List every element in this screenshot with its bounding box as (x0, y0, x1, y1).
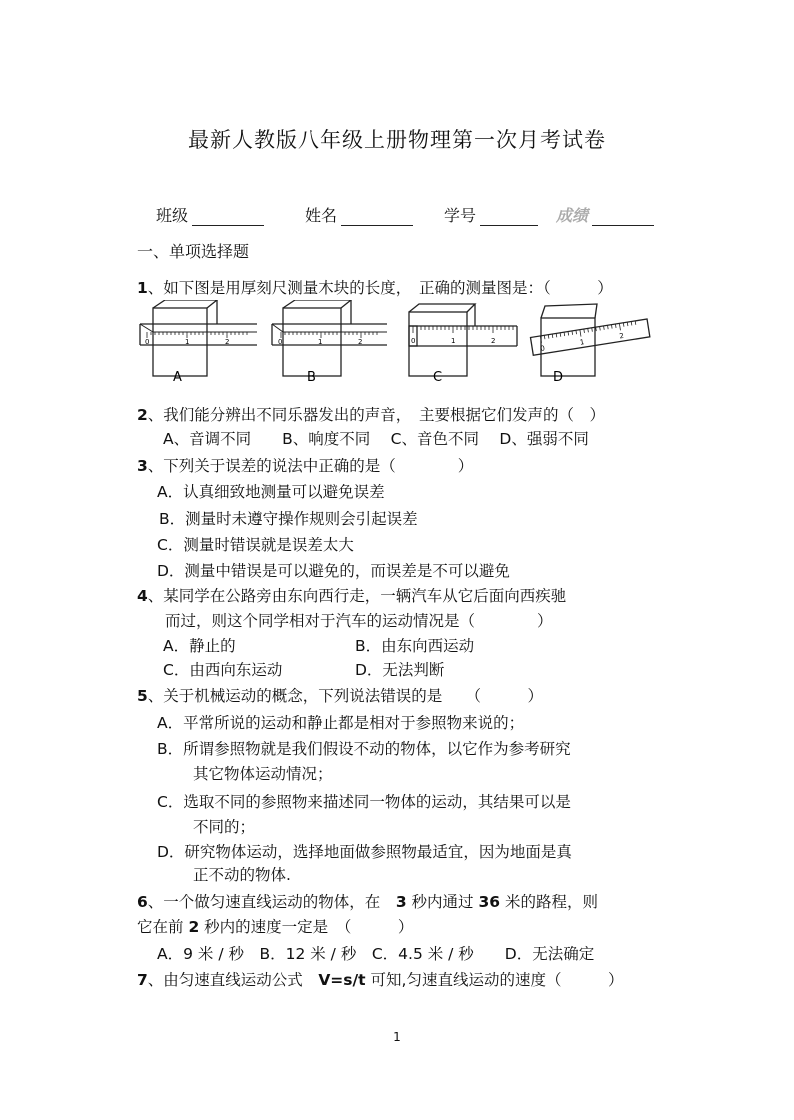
question-text: 、如下图是用厚刻尺测量木块的长度， 正确的测量图是：（ ） (147, 279, 613, 297)
tick-label: 0 (278, 338, 283, 346)
ruler-diagram-a (140, 300, 257, 385)
question-number: 7 (137, 971, 148, 989)
score-label: 成绩 (556, 206, 589, 225)
option-d-continued: 正不动的物体. (193, 866, 291, 884)
wood-block (409, 312, 467, 376)
tick-label: 0 (145, 338, 150, 346)
question-number: 4 (137, 587, 148, 605)
tick-label: 1 (318, 338, 323, 346)
ruler-figure (135, 300, 655, 390)
option-a: A．静止的 (163, 637, 236, 655)
tick-label: 0 (539, 344, 546, 354)
question-text: 、下列关于误差的说法中正确的是（ ） (147, 457, 474, 475)
ruler-diagram-d (530, 304, 649, 385)
question-text: 米的路程，则 (500, 893, 598, 911)
ruler-diagram-b (272, 300, 387, 385)
page-number: 1 (393, 1030, 401, 1044)
id-blank[interactable] (480, 209, 538, 226)
tick-label: 1 (579, 338, 585, 347)
question-6 (137, 890, 598, 912)
question-text: 、由匀速直线运动公式 (147, 971, 319, 989)
class-blank[interactable] (192, 209, 264, 226)
question-text: 秒内通过 (406, 893, 479, 911)
question-text: 、某同学在公路旁由东向西行走，一辆汽车从它后面向西疾驰 (147, 587, 567, 605)
question-number: 2 (137, 406, 148, 424)
id-label: 学号 (444, 206, 477, 225)
option-b: B．所谓参照物就是我们假设不动的物体，以它作为参考研究 (157, 740, 571, 758)
option-a: A．认真细致地测量可以避免误差 (157, 483, 385, 501)
question-2-options: A、音调不同 B、响度不同 C、音色不同 D、强弱不同 (163, 430, 589, 448)
time-value: 2 (188, 918, 200, 936)
tick-label: 2 (491, 337, 496, 345)
name-label: 姓名 (305, 206, 338, 225)
question-number: 3 (137, 457, 148, 475)
option-c: C．测量时错误就是误差太大 (157, 536, 354, 554)
distance-value: 36 (478, 893, 501, 911)
question-text: 可知,匀速直线运动的速度（ ） (365, 971, 624, 989)
question-6-continued (137, 915, 413, 937)
option-d: D．无法判断 (355, 661, 445, 679)
figure-label: D (553, 370, 564, 385)
tick-label: 1 (451, 337, 456, 345)
question-text: 秒内的速度一定是 （ ） (199, 918, 414, 936)
option-c: C．选取不同的参照物来描述同一物体的运动，其结果可以是 (157, 793, 571, 811)
option-b: B．测量时未遵守操作规则会引起误差 (159, 510, 418, 528)
question-6-options: A．9 米 / 秒 B．12 米 / 秒 C．4.5 米 / 秒 D．无法确定 (157, 945, 595, 963)
ruler-diagram-c (409, 304, 517, 385)
class-field (156, 203, 264, 226)
question-number: 1 (137, 279, 148, 297)
tick-label: 0 (411, 337, 416, 345)
tick-label: 2 (358, 338, 363, 346)
option-a: A．平常所说的运动和静止都是相对于参照物来说的； (157, 714, 525, 732)
question-5 (137, 684, 543, 706)
wood-block (283, 308, 341, 376)
question-text: 、一个做匀速直线运动的物体，在 (147, 893, 396, 911)
section-heading: 一、单项选择题 (137, 242, 250, 261)
figure-label: A (173, 370, 182, 385)
question-number: 6 (137, 893, 148, 911)
option-c: C．由西向东运动 (163, 661, 283, 679)
time-value: 3 (395, 893, 407, 911)
option-b: B．由东向西运动 (355, 637, 475, 655)
question-3 (137, 454, 473, 476)
option-d: D．测量中错误是可以避免的，而误差是不可以避免 (157, 562, 510, 580)
question-1 (137, 276, 613, 298)
question-7 (137, 968, 623, 990)
score-blank[interactable] (592, 209, 654, 226)
tick-label: 2 (225, 338, 230, 346)
question-number: 5 (137, 687, 148, 705)
figure-label: C (433, 370, 443, 385)
class-label: 班级 (156, 206, 189, 225)
wood-block (153, 308, 207, 376)
figure-label: B (307, 370, 316, 385)
question-2 (137, 403, 605, 425)
score-field (556, 203, 654, 226)
question-text: 、关于机械运动的概念，下列说法错误的是 （ ） (147, 687, 544, 705)
option-c-continued: 不同的； (193, 818, 256, 836)
question-text: 、我们能分辨出不同乐器发出的声音， 主要根据它们发声的（ ） (147, 406, 606, 424)
name-blank[interactable] (341, 209, 413, 226)
name-field (305, 203, 413, 226)
question-4-continued: 而过，则这个同学相对于汽车的运动情况是（ ） (165, 612, 553, 630)
option-b-continued: 其它物体运动情况； (193, 765, 333, 783)
page-title: 最新人教版八年级上册物理第一次月考试卷 (188, 128, 606, 152)
option-d: D．研究物体运动，选择地面做参照物最适宜，因为地面是真 (157, 843, 572, 861)
tick-label: 2 (618, 331, 625, 341)
id-field (444, 203, 538, 226)
formula: V=s/t (318, 971, 366, 989)
question-4 (137, 584, 566, 606)
tick-label: 1 (185, 338, 190, 346)
question-text: 它在前 (137, 918, 189, 936)
